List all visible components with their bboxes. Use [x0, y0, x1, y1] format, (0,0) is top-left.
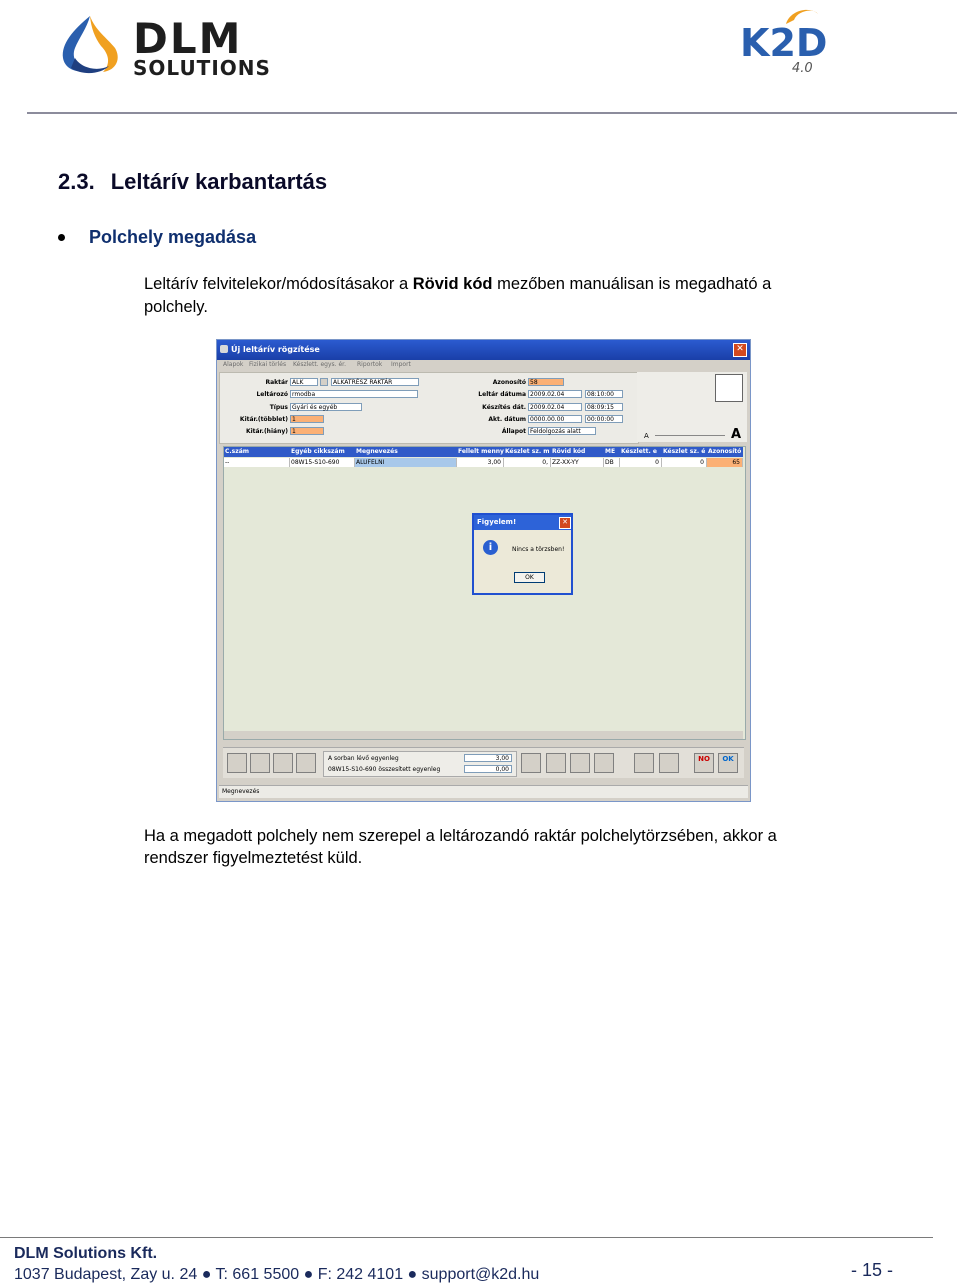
grid-col-header[interactable]: Rövid kód: [552, 448, 586, 455]
list-icon[interactable]: [250, 753, 270, 773]
paragraph-1-text-b: mezőben manuálisan is megadható a: [492, 275, 772, 293]
paragraph-2-line-2: rendszer figyelmeztetést küld.: [144, 849, 363, 867]
page-number: - 15 -: [851, 1260, 894, 1280]
window-title: Új leltárív rögzítése: [231, 345, 320, 354]
menu-item[interactable]: Készlett. egys. ér.: [293, 361, 346, 368]
horizontal-scrollbar[interactable]: [224, 731, 743, 739]
paragraph-2-line-1: Ha a megadott polchely nem szerepel a leltározandó raktár polchelytörzsében, akkor a: [144, 827, 777, 845]
dialog-ok-button[interactable]: OK: [514, 572, 545, 583]
window-close-icon[interactable]: ✕: [733, 343, 747, 357]
paragraph-1-bold: Rövid kód: [412, 275, 493, 293]
label-azonosito: Azonosító: [492, 379, 526, 386]
dialog-message: Nincs a törzsben!: [512, 546, 565, 553]
grid-col-header[interactable]: Fellelt menny: [458, 448, 504, 455]
label-akt-datum: Akt. dátum: [488, 416, 526, 423]
field-raktar-name: ALKATRÉSZ RAKTÁR: [331, 378, 419, 386]
grid-col-header[interactable]: C.szám: [225, 448, 250, 455]
bottom-toolbar: [223, 747, 744, 778]
gift-icon[interactable]: [546, 753, 566, 773]
label-tipus: Típus: [269, 404, 288, 411]
status-bar: [219, 785, 748, 798]
grid-cell[interactable]: 0: [662, 458, 707, 467]
help-icon[interactable]: [227, 753, 247, 773]
balance-panel: [323, 751, 517, 777]
dlm-logo-text: [133, 14, 271, 80]
edit-icon[interactable]: [715, 374, 743, 402]
edit-row-icon[interactable]: [634, 753, 654, 773]
grid-col-header[interactable]: Megnevezés: [356, 448, 398, 455]
menu-item[interactable]: Fizikai törlés: [249, 361, 287, 368]
gears-ok-icon[interactable]: [594, 753, 614, 773]
font-small-label: A: [644, 432, 649, 440]
window-titlebar: [217, 340, 750, 360]
section-heading: [58, 169, 327, 195]
balance-value: 0,00: [464, 765, 512, 773]
grid-cell[interactable]: DB: [604, 458, 620, 467]
dlm-logo-mark: [57, 14, 123, 76]
field-leltarozo[interactable]: rmodba: [290, 390, 418, 398]
paragraph-1-line-1: [144, 273, 771, 295]
subsection-title: Polchely megadása: [89, 227, 257, 247]
grid-col-header[interactable]: Azonosító: [708, 448, 742, 455]
grid-col-header[interactable]: ME: [605, 448, 616, 455]
field-leltar-ido[interactable]: 08:10:00: [585, 390, 623, 398]
font-size-panel: [637, 372, 747, 442]
k2d-logo-text: K2D: [740, 21, 828, 65]
grid-cell[interactable]: 65: [707, 458, 743, 467]
field-raktar[interactable]: ALK: [290, 378, 318, 386]
footer-company: DLM Solutions Kft.: [14, 1245, 158, 1262]
grid-col-header[interactable]: Készlet sz. é: [663, 448, 706, 455]
balance-label: 08W15-S10-690 összesített egyenleg: [328, 766, 441, 773]
field-keszites-ido: 08:09:15: [585, 403, 623, 411]
label-kitar-tobblet: Kitár.(többlet): [239, 416, 288, 423]
paragraph-1-line-2: polchely.: [144, 298, 208, 316]
print-icon[interactable]: [521, 753, 541, 773]
section-number: 2.3.: [58, 169, 95, 194]
menu-bar: [219, 360, 748, 371]
dlm-logo-small: SOLUTIONS: [133, 56, 271, 80]
grid-header: [224, 447, 743, 457]
menu-item[interactable]: Import: [391, 361, 411, 368]
grid-cell[interactable]: 0: [620, 458, 662, 467]
field-kitar-tobblet[interactable]: 1: [290, 415, 324, 423]
bullet-icon: [58, 234, 65, 241]
field-tipus[interactable]: Gyári és egyéb: [290, 403, 362, 411]
app-screenshot-window: [216, 339, 751, 802]
dlm-logo-big: DLM: [133, 14, 243, 63]
chart-icon[interactable]: [296, 753, 316, 773]
label-allapot: Állapot: [501, 428, 526, 435]
table-row[interactable]: [224, 458, 743, 467]
window-app-icon: [220, 345, 228, 353]
menu-item[interactable]: Alapok: [223, 361, 244, 368]
k2d-logo: [738, 4, 862, 74]
field-allapot: Feldolgozás alatt: [528, 427, 596, 435]
label-keszites-dat: Készítés dát.: [482, 404, 526, 411]
field-akt-ido: 00:00:00: [585, 415, 623, 423]
dialog-titlebar: [474, 515, 571, 530]
field-leltar-datuma[interactable]: 2009.02.04: [528, 390, 582, 398]
paragraph-1-text-a: Leltárív felvitelekor/módosításakor a: [144, 275, 413, 293]
grid-col-header[interactable]: Készlett. e: [621, 448, 657, 455]
field-kitar-hiany[interactable]: 1: [290, 427, 324, 435]
insert-row-icon[interactable]: [659, 753, 679, 773]
gears-help-icon[interactable]: [570, 753, 590, 773]
list-detail-icon[interactable]: [273, 753, 293, 773]
label-leltarozo: Leltározó: [256, 391, 288, 398]
section-title: Leltárív karbantartás: [110, 169, 328, 194]
font-big-label: A: [731, 427, 742, 442]
dialog-close-icon[interactable]: ✕: [559, 517, 571, 529]
grid-col-header[interactable]: Egyéb cikkszám: [291, 448, 345, 455]
balance-label: A sorban lévő egyenleg: [328, 755, 399, 762]
info-icon: i: [483, 540, 498, 555]
ok-button[interactable]: OK: [718, 753, 738, 773]
footer-address: 1037 Budapest, Zay u. 24 ● T: 661 5500 ● F: 242 4101 ● support@k2d.hu: [14, 1266, 540, 1283]
font-size-slider[interactable]: [655, 435, 725, 436]
lookup-button[interactable]: [320, 378, 328, 386]
grid-cell-rovid-kod[interactable]: ZZ-XX-YY: [551, 458, 604, 467]
field-keszites-dat: 2009.02.04: [528, 403, 582, 411]
grid-cell[interactable]: 08W15-S10-690: [290, 458, 355, 467]
no-button[interactable]: NO: [694, 753, 714, 773]
k2d-version: 4.0: [792, 61, 813, 74]
label-raktar: Raktár: [265, 379, 288, 386]
grid-cell[interactable]: --: [224, 458, 290, 467]
dialog-title: Figyelem!: [477, 518, 517, 526]
header-divider: [27, 112, 957, 114]
form-area: [219, 372, 639, 444]
grid-cell[interactable]: 0,: [504, 458, 551, 467]
warning-dialog: [472, 513, 573, 595]
menu-item[interactable]: Riportok: [357, 361, 383, 368]
label-kitar-hiany: Kitár.(hiány): [245, 428, 288, 435]
label-leltar-datuma: Leltár dátuma: [478, 391, 526, 398]
footer-divider: [0, 1237, 933, 1238]
field-akt-datum: 0000.00.00: [528, 415, 582, 423]
balance-value: 3,00: [464, 754, 512, 762]
grid-cell[interactable]: ALUFELNI: [355, 458, 457, 467]
status-label: Megnevezés: [222, 788, 260, 795]
grid-cell[interactable]: 3,00: [457, 458, 504, 467]
grid-col-header[interactable]: Készlet sz. m: [505, 448, 550, 455]
field-azonosito: 58: [528, 378, 564, 386]
